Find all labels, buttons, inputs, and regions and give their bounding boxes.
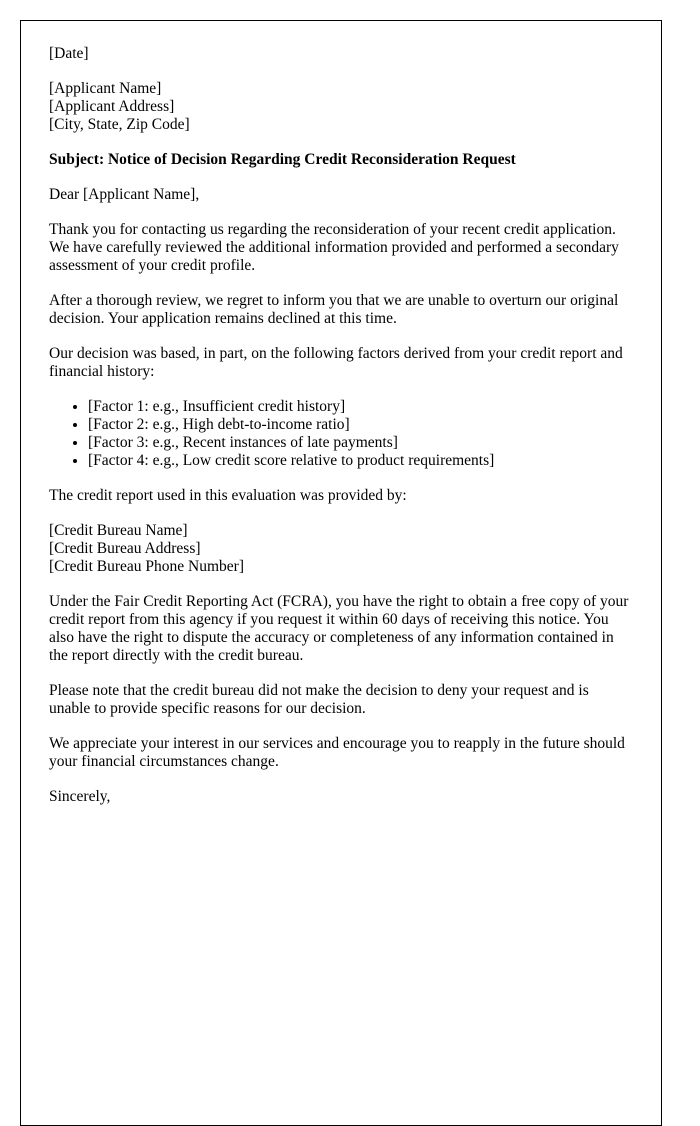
factor-item: • [Factor 1: e.g., Insufficient credit history] xyxy=(88,398,633,416)
closing: Sincerely, xyxy=(49,788,111,805)
date-placeholder: [Date] xyxy=(49,45,89,62)
paragraph-decision: After a thorough review, we regret to inform you that we are unable to overturn our original decision. Your application remains declined at this time. xyxy=(49,292,619,327)
paragraph-factors-lead-in: Our decision was based, in part, on the following factors derived from your credit report and financial history: xyxy=(49,345,623,380)
paragraph-bureau-disclaimer: Please note that the credit bureau did not make the decision to deny your request and is unable to provide specific reasons for our decision. xyxy=(49,682,589,717)
bureau-address: [Credit Bureau Address] xyxy=(49,540,201,557)
factor-item: • [Factor 4: e.g., Low credit score relative to product requirements] xyxy=(88,452,633,470)
applicant-address: [Applicant Address] xyxy=(49,98,175,115)
applicant-name: [Applicant Name] xyxy=(49,80,162,97)
bureau-name: [Credit Bureau Name] xyxy=(49,522,188,539)
factors-list xyxy=(49,398,633,470)
recipient-address-block xyxy=(49,80,633,134)
salutation: Dear [Applicant Name], xyxy=(49,186,200,203)
factor-item: • [Factor 2: e.g., High debt-to-income ratio] xyxy=(88,416,633,434)
applicant-city-state-zip: [City, State, Zip Code] xyxy=(49,116,190,133)
subject-line: Subject: Notice of Decision Regarding Credit Reconsideration Request xyxy=(49,151,516,168)
paragraph-reapply: We appreciate your interest in our services and encourage you to reapply in the future should your financial circumstances change. xyxy=(49,735,625,770)
paragraph-intro: Thank you for contacting us regarding the reconsideration of your recent credit application. We have carefully reviewed the additional information provided and performed a secondary assessment of your credit profile. xyxy=(49,221,619,274)
paragraph-bureau-lead-in: The credit report used in this evaluation was provided by: xyxy=(49,487,407,504)
bureau-phone: [Credit Bureau Phone Number] xyxy=(49,558,244,575)
factor-item: • [Factor 3: e.g., Recent instances of late payments] xyxy=(88,434,633,452)
paragraph-fcra-rights: Under the Fair Credit Reporting Act (FCRA), you have the right to obtain a free copy of your credit report from this agency if you request it within 60 days of receiving this notice. You also have the right to dispute the accuracy or completeness of any information contained in the report directly with the credit bureau. xyxy=(49,593,629,664)
letter-page xyxy=(20,20,662,1126)
bureau-address-block xyxy=(49,522,633,576)
